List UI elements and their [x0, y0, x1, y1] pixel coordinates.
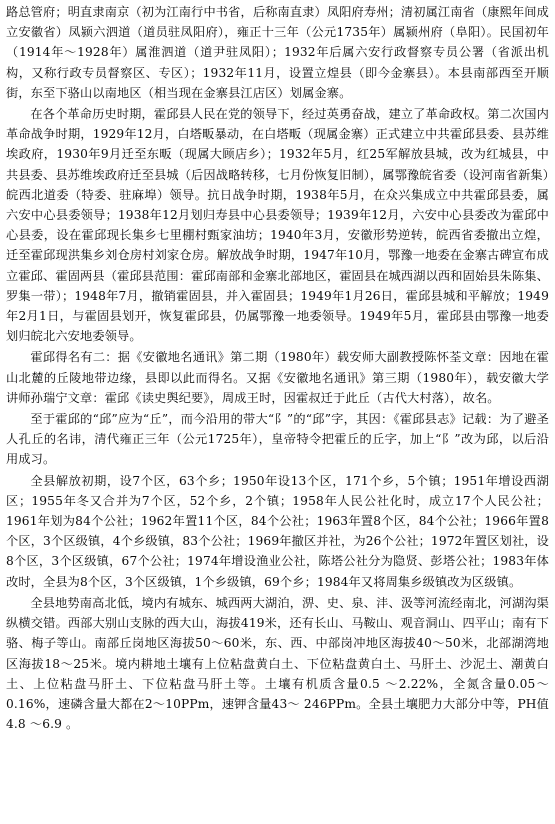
- paragraph-revolutionary-history: 在各个革命历史时期，霍邱县人民在党的领导下，经过英勇奋战，建立了革命政权。第二次国内革命战争时期，1929年12月，白塔畈暴动，在白塔畈（现属金寨）正式建立中共霍邱县委、县苏维埃政府，1930年9月迁至东畈（现属大顾店乡）；1932年5月，红25军解放县城，改为红城县，中共县委、县苏维埃政府迁至县城（后因战略转移，七月份恢复旧制），属鄂豫皖省委（设河南省新集）皖西北道委（特委、驻麻埠）领导。抗日战争时期，1938年5月，在众兴集成立中共霍邱县委，属六安中心县委领导；1938年12月划归寿县中心县委领导；1939年12月，六安中心县委改为霍邱中心县委，设在霍邱现长集乡七里棚村甄家油坊；1940年3月，安徽形势逆转，皖西省委撤出立煌，迁至霍邱现洪集乡刘仓房村刘家仓房。解放战争时期，1947年10月，鄂豫一地委在金寨古碑宣布成立霍邱、霍固两县（霍邱县范围：霍邱南部和金寨北部地区，霍固县在城西湖以西和固始县朱陈集、罗集一带）；1948年7月，撤销霍固县，并入霍固县；1949年1月26日，霍邱县城和平解放；1949年2月1日，与霍固县划开，恢复霍邱县，仍属鄂豫一地委领导。1949年5月，霍邱县由鄂豫一地委划归皖北六安地委领导。: [6, 107, 549, 344]
- paragraph-administrative-history: 路总管府；明直隶南京（初为江南行中书省，后称南直隶）凤阳府寿州；清初属江南省（康熙年间成立安徽省）凤颍六泗道（道员驻凤阳府），雍正十三年（公元1735年）属颍州府（阜阳）。民国初年（1914年～1928年）属淮泗道（道尹驻凤阳）；1932年后属六安行政督察专员公署（省派出机构，又称行政专员督察区、专区）；1932年11月，设置立煌县（即今金寨县）。本县南部西至开顺街，东至下骆山以南地区（相当现在金寨县江店区）划属金寨。: [6, 5, 549, 100]
- paragraph-character-change: 至于霍邱的“邱”应为“丘”，而今沿用的带大“阝”的“邱”字，其因：《霍邱县志》记载：为了避圣人孔丘的名讳，清代雍正三年（公元1725年），皇帝特令把霍丘的丘字，加上“阝”改为邱，以后沿用成习。: [6, 412, 549, 467]
- paragraph-geography-soil: 全县地势南高北低，境内有城东、城西两大湖泊，淠、史、泉、沣、汲等河流经南北，河湖沟渠纵横交错。西部大别山支脉的西大山，海拔419米，还有长山、马鞍山、观音洞山、四平山；南有下骆、梅子等山。南部丘岗地区海拔50～60米，东、西、中部岗冲地区海拔40～50米，北部湖湾地区海拔18～25米。境内耕地土壤有上位粘盘黄白土、下位粘盘黄白土、马肝土、沙泥土、潮黄白土、上位粘盘马肝土、下位粘盘马肝土等。土壤有机质含量0.5 ～2.22%，全氮含量0.05～0.16%，速磷含量大都在2～10PPm，速钾含量43～ 246PPm。全县土壤肥力大部分中等，PH值4.8 ～6.9 。: [6, 595, 549, 732]
- paragraph-name-origin: 霍邱得名有二：据《安徽地名通讯》第二期（1980年）载安师大副教授陈怀荃文章：因地在霍山北麓的丘陵地带边缘，县即以此而得名。又据《安徽地名通讯》第三期（1980年），载安徽大学讲师孙瑞宁文章：霍邱《读史舆纪要》，周成王时，因霍叔迁于此丘（古代大村落），故名。: [6, 350, 549, 405]
- paragraph-division-changes: 全县解放初期，设7个区，63个乡；1950年设13个区，171个乡，5个镇；1951年增设西湖区；1955年冬又合并为7个区，52个乡，2个镇；1958年人民公社化时，成立17个人民公社；1961年划为84个公社；1962年置11个区，84个公社；1963年置8个区，84个公社；1966年置8个区，3个区级镇，4个乡级镇，83个公社；1969年撤区并社，为26个公社；1972年置区划社，设8个区，3个区级镇，67个公社；1974年增设渔业公社，陈塔公社分为隐贤、彭塔公社；1983年体改时，全县为8个区，3个区级镇，1个乡级镇，69个乡；1984年又将周集乡级镇改为区级镇。: [6, 473, 549, 589]
